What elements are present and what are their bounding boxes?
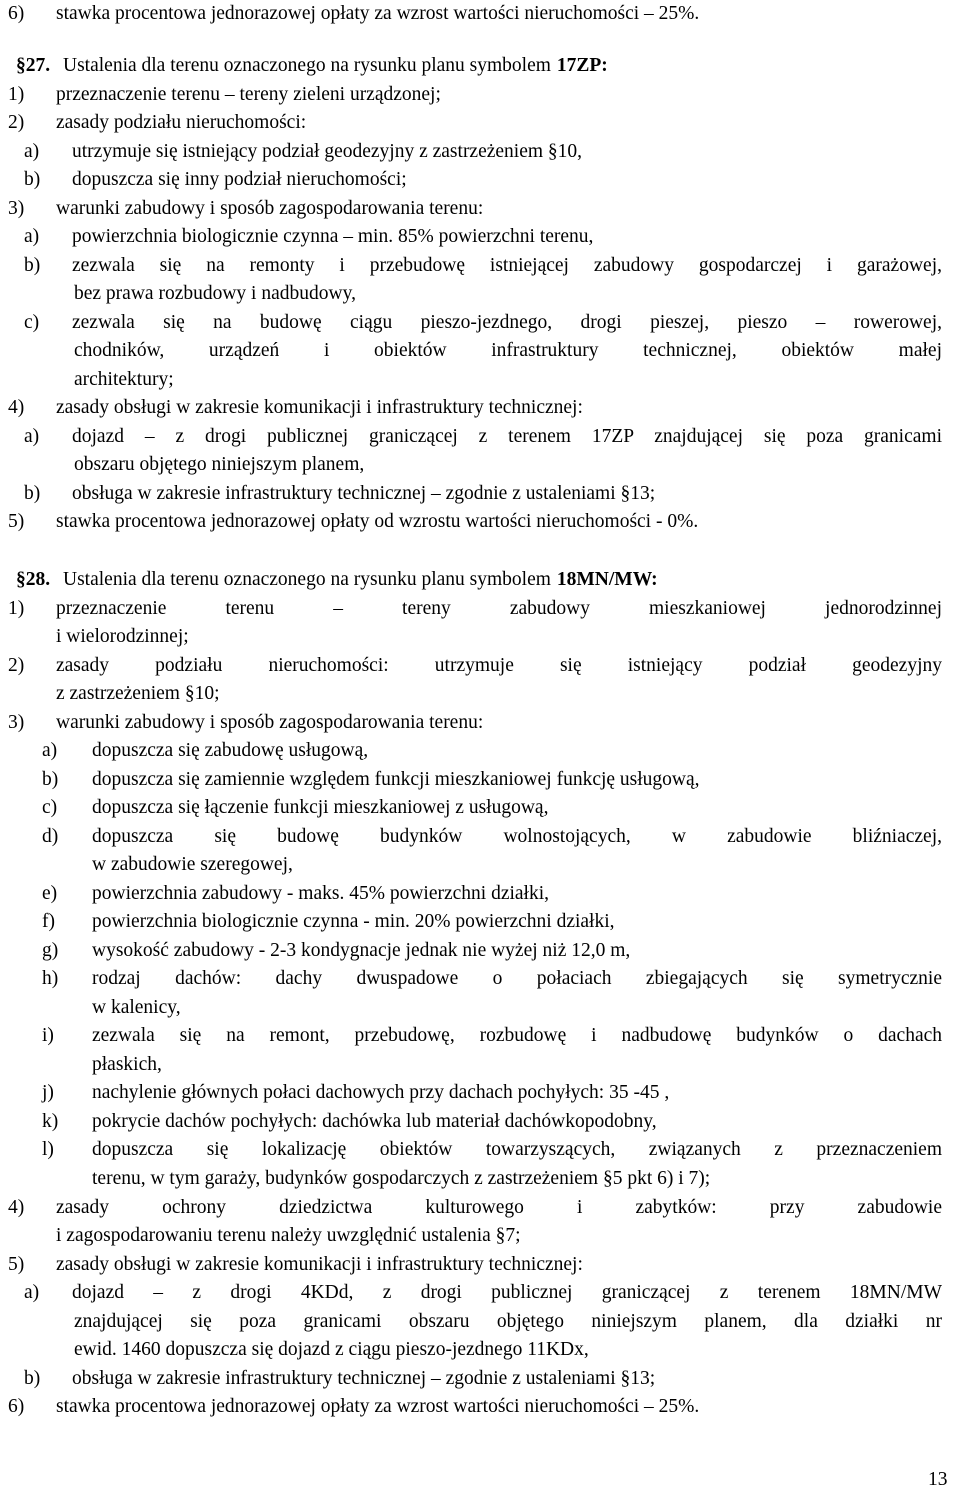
item-text: obszaru objętego niniejszym planem,	[74, 454, 365, 475]
text-line	[74, 280, 356, 308]
item-text: pokrycie dachów pochyłych: dachówka lub materiał dachówkopodobny,	[92, 1111, 657, 1132]
text-line	[42, 823, 942, 851]
item-label: b)	[24, 483, 41, 504]
text-line	[24, 480, 655, 508]
item-text: powierzchnia biologicznie czynna – min. 85% powierzchni terenu,	[72, 226, 594, 247]
item-text: zasady podziału nieruchomości:	[56, 112, 307, 133]
item-text: dopuszcza się budowę budynków wolnostojących, w zabudowie bliźniaczej,	[92, 826, 942, 847]
item-label: §28.	[16, 569, 51, 590]
item-label: e)	[42, 883, 58, 904]
item-text: powierzchnia biologicznie czynna - min. 20% powierzchni działki,	[92, 911, 615, 932]
item-text: stawka procentowa jednorazowej opłaty od wzrostu wartości nieruchomości - 0%.	[56, 511, 699, 532]
text-line	[8, 52, 608, 80]
item-text: architektury;	[74, 369, 174, 390]
item-label: l)	[42, 1139, 54, 1160]
item-label: b)	[24, 169, 41, 190]
text-line	[24, 166, 407, 194]
text-line	[42, 908, 615, 936]
text-line	[8, 652, 942, 680]
item-text: i wielorodzinnej;	[56, 626, 189, 647]
text-line	[92, 851, 293, 879]
item-text: dojazd – z drogi publicznej graniczącej z terenem 17ZP znajdującej się poza granicami	[72, 426, 942, 447]
item-label: 6)	[8, 3, 25, 24]
item-text: obsługa w zakresie infrastruktury technicznej – zgodnie z ustaleniami §13;	[72, 1368, 656, 1389]
text-line	[92, 994, 181, 1022]
item-label: a)	[24, 141, 40, 162]
text-line	[42, 880, 549, 908]
item-text: utrzymuje się istniejący podział geodezyjny z zastrzeżeniem §10,	[72, 141, 583, 162]
item-label: 4)	[8, 1197, 25, 1218]
item-label: 5)	[8, 1254, 25, 1275]
item-text: stawka procentowa jednorazowej opłaty za wzrost wartości nieruchomości – 25%.	[56, 3, 700, 24]
item-text: terenu, w tym garaży, budynków gospodarczych z zastrzeżeniem §5 pkt 6) i 7);	[92, 1168, 711, 1189]
text-line	[8, 109, 306, 137]
text-line	[74, 366, 174, 394]
item-label: b)	[24, 255, 41, 276]
item-text: Ustalenia dla terenu oznaczonego na rysunku planu symbolem	[63, 569, 551, 590]
text-line	[42, 1022, 942, 1050]
item-label: f)	[42, 911, 55, 932]
item-text: zezwala się na remont, przebudowę, rozbudowę i nadbudowę budynków o dachach	[92, 1025, 942, 1046]
text-line	[74, 1308, 942, 1336]
text-line	[42, 794, 548, 822]
item-label: a)	[24, 426, 40, 447]
item-label: 2)	[8, 112, 25, 133]
text-line	[42, 1079, 669, 1107]
item-label: h)	[42, 968, 59, 989]
item-text: zezwala się na budowę ciągu pieszo-jezdnego, drogi pieszej, pieszo – rowerowej,	[72, 312, 942, 333]
item-label: a)	[24, 226, 40, 247]
text-line	[42, 965, 942, 993]
item-label: 3)	[8, 198, 25, 219]
item-text: dopuszcza się lokalizację obiektów towarzyszących, związanych z przeznaczeniem	[92, 1139, 942, 1160]
item-text: wysokość zabudowy - 2-3 kondygnacje jednak nie wyżej niż 12,0 m,	[92, 940, 631, 961]
item-text: znajdującej się poza granicami obszaru objętego niniejszym planem, dla działki nr	[74, 1311, 942, 1332]
item-label: §27.	[16, 55, 51, 76]
text-line	[8, 709, 483, 737]
item-label: 4)	[8, 397, 25, 418]
item-text: i zagospodarowaniu terenu należy uwzględnić ustalenia §7;	[56, 1225, 521, 1246]
item-label: 2)	[8, 655, 25, 676]
text-line	[8, 195, 483, 223]
item-text: stawka procentowa jednorazowej opłaty za wzrost wartości nieruchomości – 25%.	[56, 1396, 700, 1417]
text-line	[24, 423, 942, 451]
item-text: nachylenie głównych połaci dachowych przy dachach pochyłych: 35 -45 ,	[92, 1082, 670, 1103]
item-text: ewid. 1460 dopuszcza się dojazd z ciągu pieszo-jezdnego 11KDx,	[74, 1339, 589, 1360]
area-symbol: 17ZP:	[556, 55, 608, 76]
item-label: a)	[42, 740, 58, 761]
item-text: przeznaczenie terenu – tereny zieleni urządzonej;	[56, 84, 441, 105]
text-line	[74, 337, 942, 365]
text-line	[42, 937, 630, 965]
text-line	[42, 1136, 942, 1164]
text-line	[8, 508, 698, 536]
item-label: i)	[42, 1025, 54, 1046]
text-line	[24, 309, 942, 337]
item-text: w zabudowie szeregowej,	[92, 854, 293, 875]
item-label: k)	[42, 1111, 59, 1132]
item-text: zasady podziału nieruchomości: utrzymuje się istniejący podział geodezyjny	[56, 655, 942, 676]
text-line	[8, 1251, 583, 1279]
text-line	[42, 1108, 657, 1136]
item-label: 5)	[8, 511, 25, 532]
page-number: 13	[928, 1469, 948, 1490]
item-text: z zastrzeżeniem §10;	[56, 683, 220, 704]
text-line	[56, 623, 189, 651]
item-text: zasady obsługi w zakresie komunikacji i infrastruktury technicznej:	[56, 1254, 583, 1275]
item-text: powierzchnia zabudowy - maks. 45% powierzchni działki,	[92, 883, 550, 904]
item-text: płaskich,	[92, 1054, 162, 1075]
item-text: Ustalenia dla terenu oznaczonego na rysunku planu symbolem	[63, 55, 551, 76]
item-label: b)	[24, 1368, 41, 1389]
text-line	[8, 0, 699, 28]
text-line	[92, 1051, 162, 1079]
text-line	[8, 1194, 942, 1222]
text-line	[24, 223, 593, 251]
text-line	[42, 766, 700, 794]
item-text: dojazd – z drogi 4KDd, z drogi publicznej graniczącej z terenem 18MN/MW	[72, 1282, 942, 1303]
item-text: zezwala się na remonty i przebudowę istniejącej zabudowy gospodarczej i garażowej,	[72, 255, 942, 276]
item-text: obsługa w zakresie infrastruktury technicznej – zgodnie z ustaleniami §13;	[72, 483, 656, 504]
text-line	[8, 1393, 699, 1421]
item-label: b)	[42, 769, 59, 790]
item-text: dopuszcza się zamiennie względem funkcji mieszkaniowej funkcję usługową,	[92, 769, 700, 790]
item-text: dopuszcza się łączenie funkcji mieszkaniowej z usługową,	[92, 797, 549, 818]
item-text: bez prawa rozbudowy i nadbudowy,	[74, 283, 356, 304]
text-line	[74, 451, 364, 479]
text-line	[24, 1365, 655, 1393]
text-line	[8, 595, 942, 623]
area-symbol: 18MN/MW:	[556, 569, 658, 590]
text-line	[92, 1165, 710, 1193]
item-label: a)	[24, 1282, 40, 1303]
item-label: c)	[24, 312, 40, 333]
item-text: zasady obsługi w zakresie komunikacji i infrastruktury technicznej:	[56, 397, 583, 418]
item-label: g)	[42, 940, 59, 961]
text-line	[8, 394, 583, 422]
item-label: d)	[42, 826, 59, 847]
item-text: przeznaczenie terenu – tereny zabudowy mieszkaniowej jednorodzinnej	[56, 598, 942, 619]
item-text: zasady ochrony dziedzictwa kulturowego i zabytków: przy zabudowie	[56, 1197, 942, 1218]
text-line	[8, 566, 658, 594]
item-text: warunki zabudowy i sposób zagospodarowania terenu:	[56, 712, 484, 733]
item-label: 6)	[8, 1396, 25, 1417]
item-label: 1)	[8, 84, 25, 105]
item-label: 1)	[8, 598, 25, 619]
text-line	[42, 737, 368, 765]
text-line	[56, 1222, 521, 1250]
text-line	[74, 1336, 589, 1364]
item-label: j)	[42, 1082, 54, 1103]
item-text: warunki zabudowy i sposób zagospodarowania terenu:	[56, 198, 484, 219]
text-line	[24, 138, 582, 166]
item-text: chodników, urządzeń i obiektów infrastruktury technicznej, obiektów małej	[74, 340, 942, 361]
text-line	[24, 252, 942, 280]
item-label: 3)	[8, 712, 25, 733]
item-text: rodzaj dachów: dachy dwuspadowe o połaciach zbiegających się symetrycznie	[92, 968, 942, 989]
item-text: w kalenicy,	[92, 997, 181, 1018]
item-text: dopuszcza się zabudowę usługową,	[92, 740, 369, 761]
text-line	[56, 680, 220, 708]
item-label: c)	[42, 797, 58, 818]
text-line	[24, 1279, 942, 1307]
item-text: dopuszcza się inny podział nieruchomości;	[72, 169, 407, 190]
text-line	[8, 81, 441, 109]
